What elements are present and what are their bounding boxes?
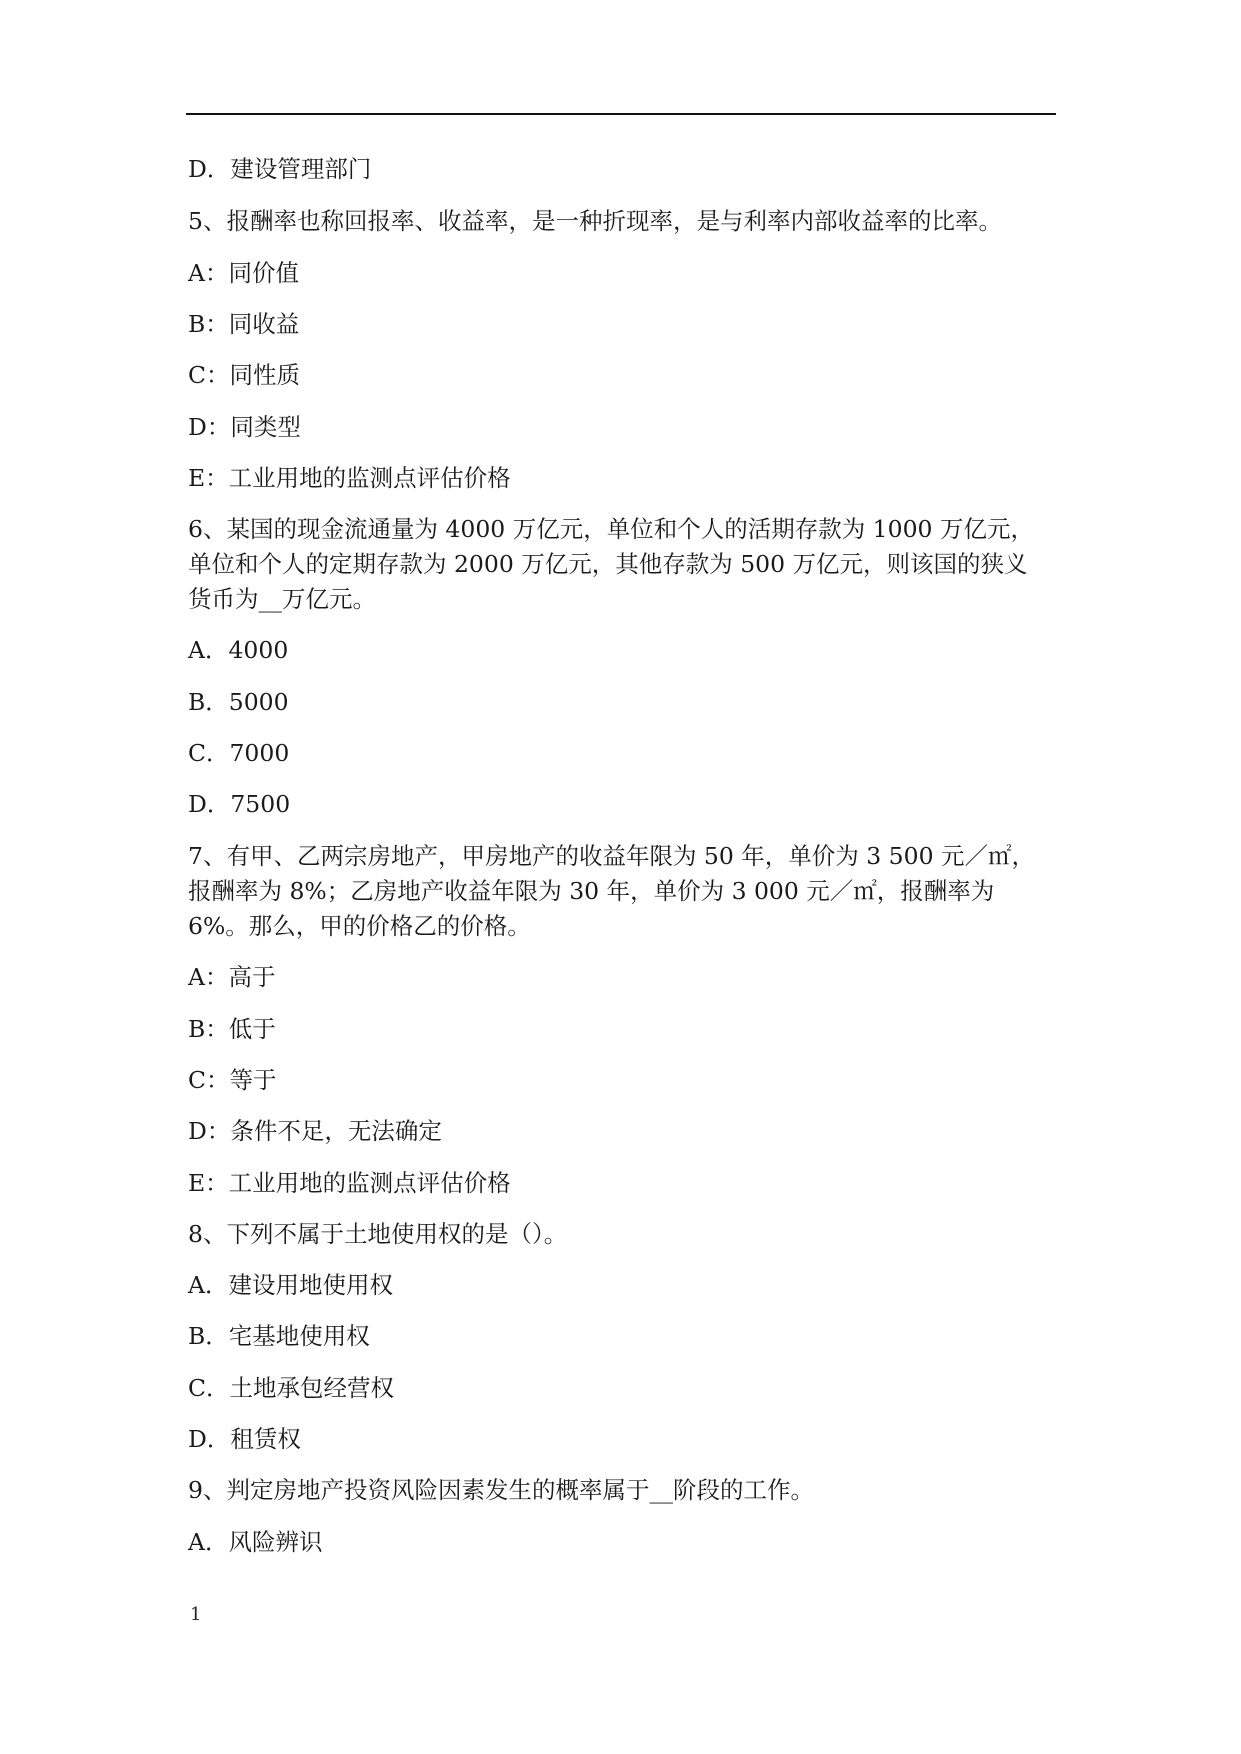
option-line: A．风险辨识	[188, 1528, 323, 1556]
option-line: E：工业用地的监测点评估价格	[188, 464, 511, 492]
page-number: 1	[190, 1604, 202, 1625]
question-9-text: 9、判定房地产投资风险因素发生的概率属于__阶段的工作。	[188, 1476, 814, 1504]
option-line: D：同类型	[188, 413, 301, 441]
header-rule	[186, 113, 1056, 115]
question-8-text: 8、下列不属于土地使用权的是（）。	[188, 1220, 568, 1248]
option-line: D．7500	[188, 790, 291, 818]
question-6-line-3: 货币为__万亿元。	[188, 585, 376, 613]
option-line: C：同性质	[188, 361, 300, 389]
option-line: A：同价值	[188, 259, 299, 287]
option-line: B：低于	[188, 1015, 276, 1043]
option-line: B．5000	[188, 688, 289, 716]
option-line: C．7000	[188, 739, 290, 767]
question-7-line-2: 报酬率为 8%；乙房地产收益年限为 30 年，单价为 3 000 元／㎡，报酬率为	[188, 877, 995, 905]
question-6-line-2: 单位和个人的定期存款为 2000 万亿元，其他存款为 500 万亿元，则该国的狭义	[188, 550, 1028, 578]
option-line: B．宅基地使用权	[188, 1322, 370, 1350]
question-6-line-1: 6、某国的现金流通量为 4000 万亿元，单位和个人的活期存款为 1000 万亿元，	[188, 515, 1034, 543]
option-line: A．4000	[188, 636, 289, 664]
question-5-text: 5、报酬率也称回报率、收益率，是一种折现率，是与利率内部收益率的比率。	[188, 207, 1002, 235]
option-line: C．土地承包经营权	[188, 1374, 394, 1402]
option-line: D．租赁权	[188, 1425, 301, 1453]
option-line: C：等于	[188, 1066, 277, 1094]
question-7-line-1: 7、有甲、乙两宗房地产，甲房地产的收益年限为 50 年，单价为 3 500 元／㎡，	[188, 842, 1036, 870]
option-line: A：高于	[188, 963, 276, 991]
option-line: E：工业用地的监测点评估价格	[188, 1169, 511, 1197]
option-line: A．建设用地使用权	[188, 1271, 393, 1299]
option-line: D：条件不足，无法确定	[188, 1117, 442, 1145]
question-7-line-3: 6%。那么，甲的价格乙的价格。	[188, 912, 531, 940]
option-line: B：同收益	[188, 310, 300, 338]
option-line: D．建设管理部门	[188, 155, 372, 183]
